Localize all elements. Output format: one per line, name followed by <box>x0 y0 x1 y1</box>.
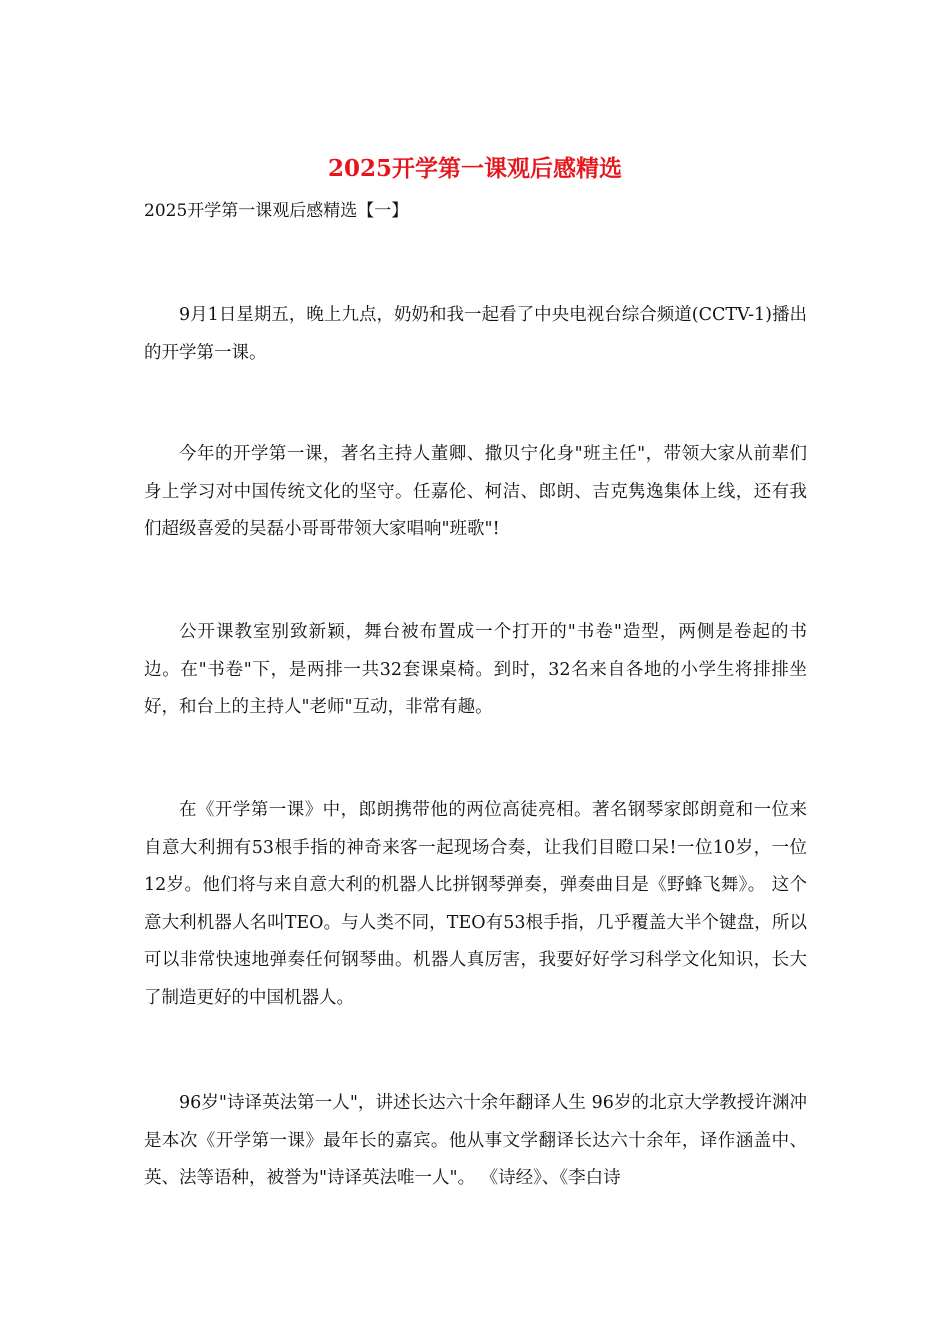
paragraph-1: 9月1日星期五，晚上九点，奶奶和我一起看了中央电视台综合频道(CCTV-1)播出的开学第一课。 <box>144 305 807 363</box>
document-title: 2025开学第一课观后感精选 <box>327 155 622 182</box>
paragraph-2: 今年的开学第一课，著名主持人董卿、撒贝宁化身"班主任"，带领大家从前辈们身上学习对中国传统文化的坚守。任嘉伦、柯洁、郎朗、吉克隽逸集体上线，还有我们超级喜爱的吴磊小哥哥带领大家唱响"班歌"! <box>144 444 807 539</box>
section-heading: 2025开学第一课观后感精选【一】 <box>144 201 409 221</box>
paragraph-4: 在《开学第一课》中，郎朗携带他的两位高徒亮相。著名钢琴家郎朗竟和一位来自意大利拥有53根手指的神奇来客一起现场合奏，让我们目瞪口呆!一位10岁，一位12岁。他们将与来自意大利的机器人比拼钢琴弹奏，弹奏曲目是《野蜂飞舞》。 这个意大利机器人名叫TEO。与人类不同，TEO有53根手指，几乎覆盖大半个键盘，所以可以非常快速地弹奏任何钢琴曲。机器人真厉害，我要好好学习科学文化知识，长大了制造更好的中国机器人。 <box>144 800 807 1008</box>
paragraph-5: 96岁"诗译英法第一人"，讲述长达六十余年翻译人生 96岁的北京大学教授许渊冲是本次《开学第一课》最年长的嘉宾。他从事文学翻译长达六十余年，译作涵盖中、英、法等语种，被誉为"诗译英法唯一人"。 《诗经》、《李白诗 <box>144 1093 807 1188</box>
paragraph-3: 公开课教室别致新颖，舞台被布置成一个打开的"书卷"造型，两侧是卷起的书边。在"书卷"下，是两排一共32套课桌椅。到时，32名来自各地的小学生将排排坐好，和台上的主持人"老师"互动，非常有趣。 <box>144 622 807 717</box>
